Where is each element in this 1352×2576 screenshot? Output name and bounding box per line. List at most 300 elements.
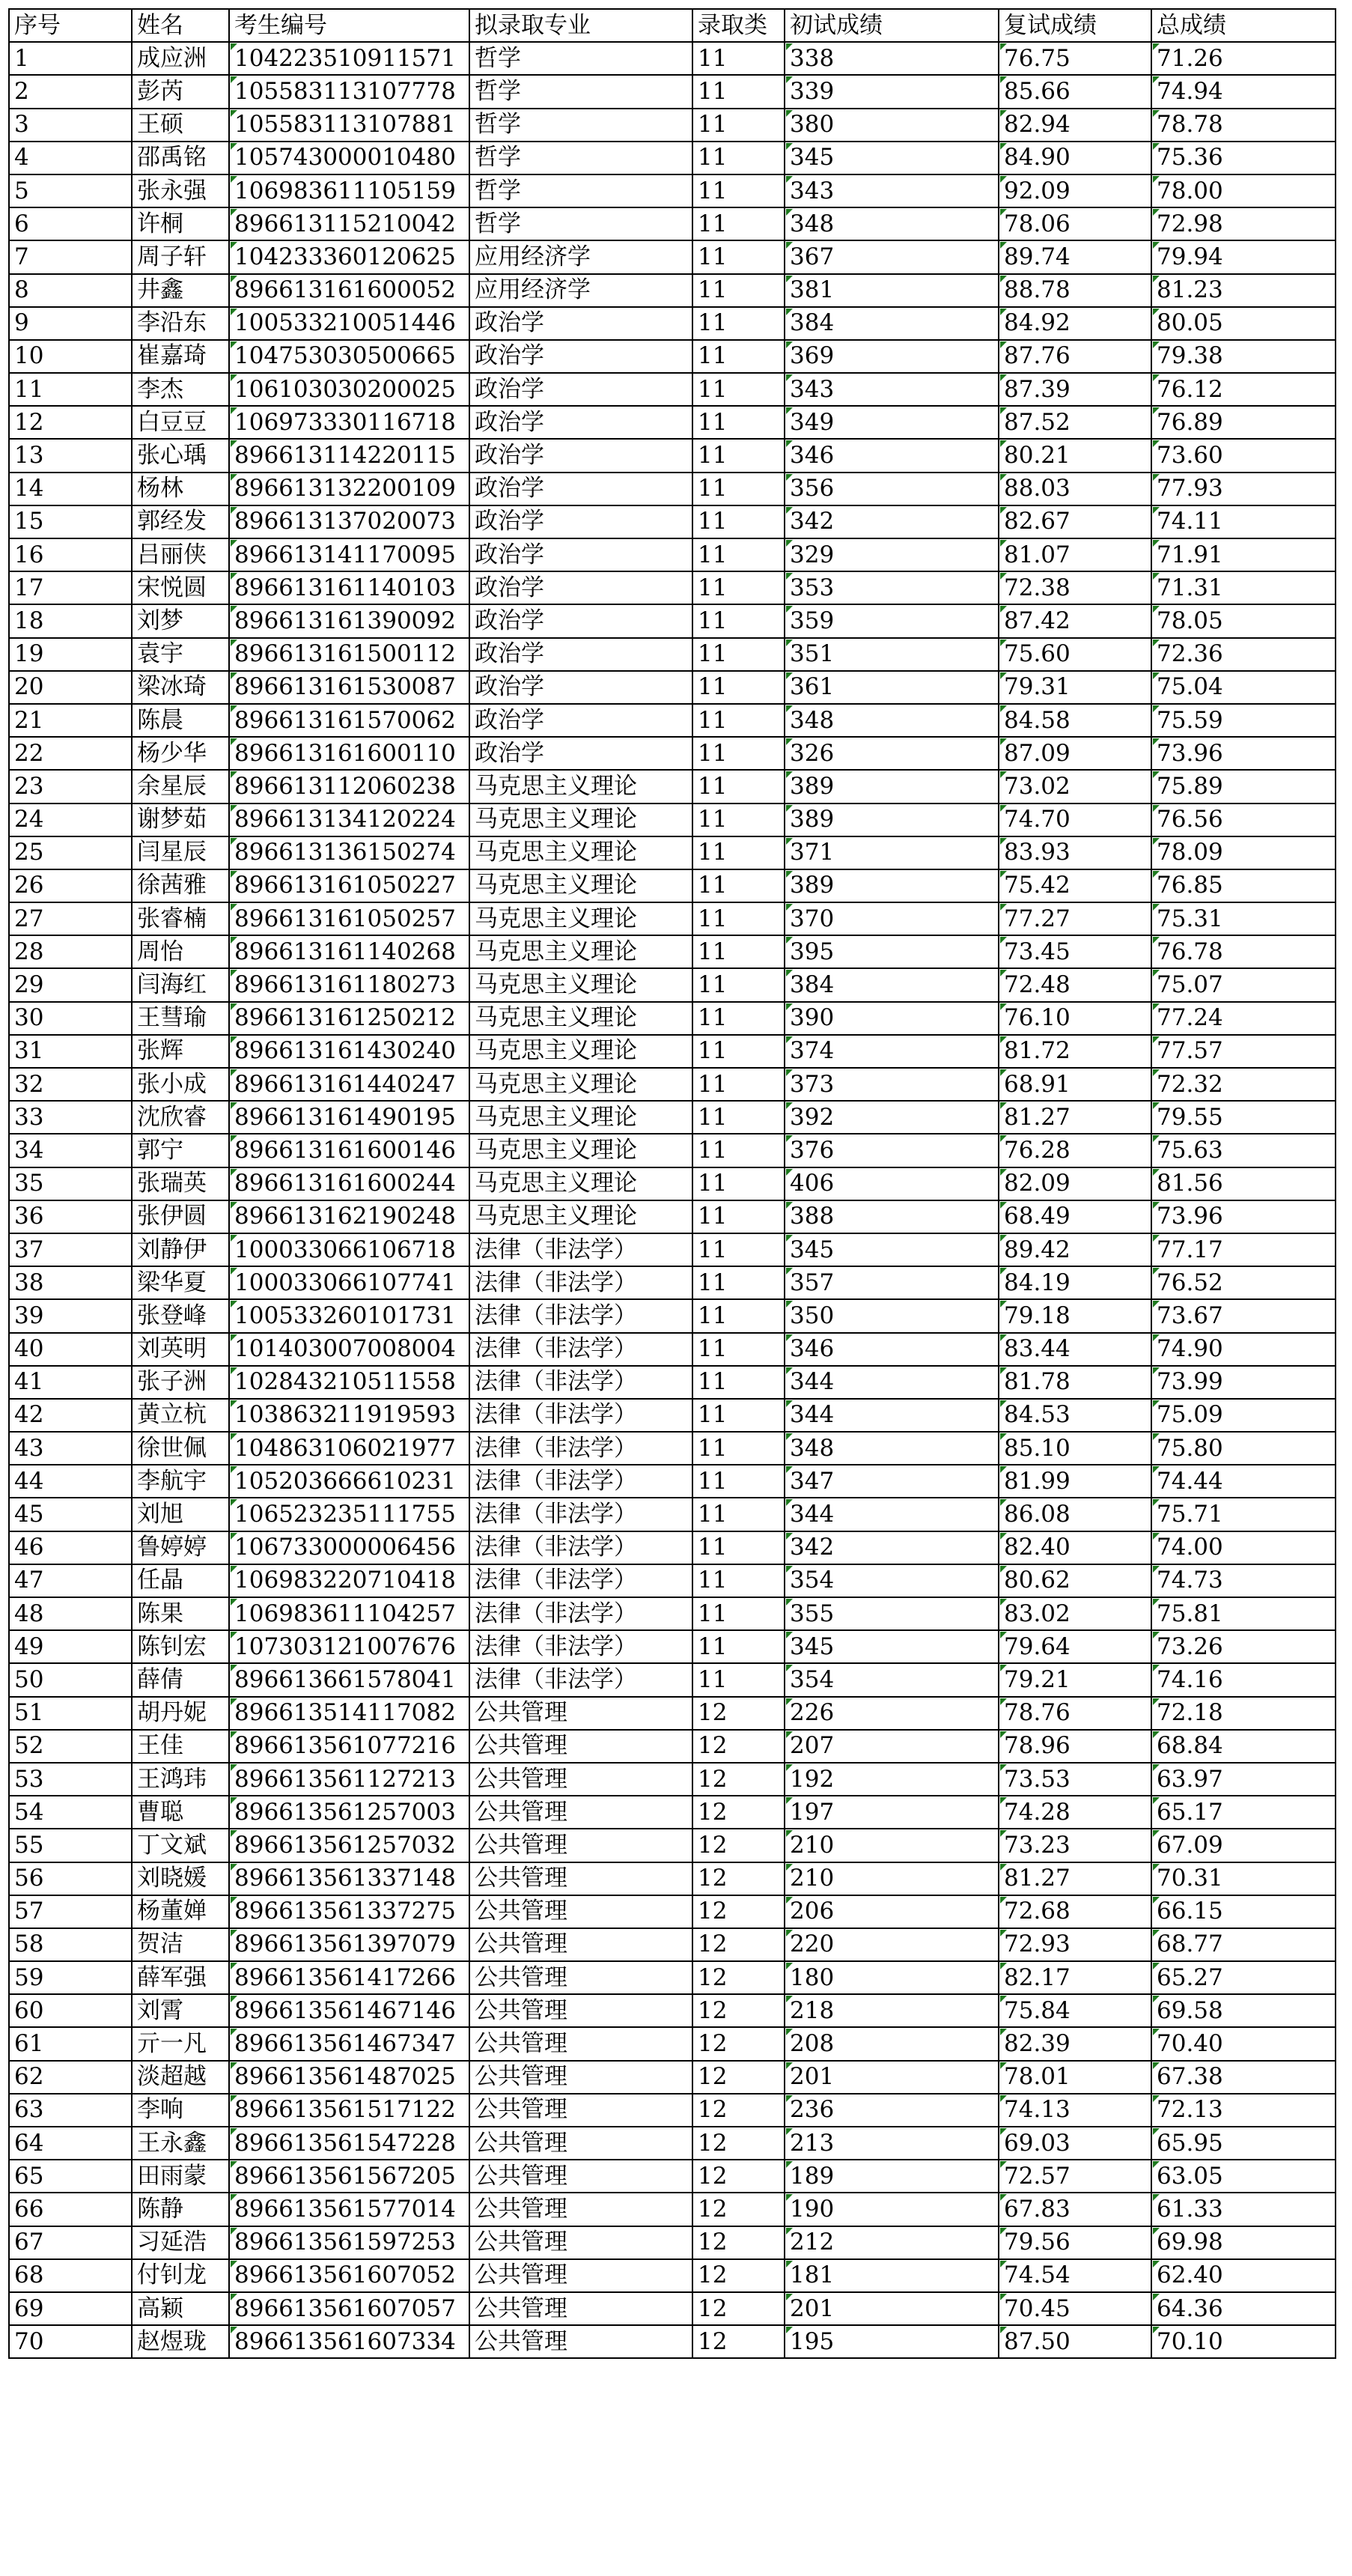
retest-score-cell: 92.09 (999, 174, 1151, 207)
total-score-cell: 73.60 (1151, 439, 1336, 472)
retest-score-cell: 68.49 (999, 1200, 1151, 1233)
index-cell: 11 (9, 373, 132, 406)
retest-score-cell: 82.39 (999, 2027, 1151, 2060)
candidate-id-cell: 896613561417266 (229, 1961, 469, 1994)
initial-score-cell: 388 (785, 1200, 999, 1233)
retest-score-cell: 78.06 (999, 207, 1151, 240)
major-cell: 法律（非法学） (469, 1366, 692, 1399)
major-cell: 马克思主义理论 (469, 968, 692, 1001)
admission-type-cell: 11 (692, 1266, 785, 1299)
name-cell: 闫星辰 (132, 836, 229, 869)
header-admission-type: 录取类 (692, 9, 785, 42)
index-cell: 23 (9, 770, 132, 803)
retest-score-cell: 89.74 (999, 240, 1151, 273)
index-cell: 16 (9, 538, 132, 571)
table-row (9, 638, 1336, 671)
retest-score-cell: 73.02 (999, 770, 1151, 803)
index-cell: 5 (9, 174, 132, 207)
name-cell: 梁冰琦 (132, 671, 229, 704)
header-row (9, 9, 1336, 42)
initial-score-cell: 355 (785, 1597, 999, 1630)
table-row (9, 2292, 1336, 2325)
major-cell: 公共管理 (469, 1994, 692, 2027)
table-row (9, 1829, 1336, 1862)
index-cell: 56 (9, 1862, 132, 1895)
initial-score-cell: 206 (785, 1895, 999, 1928)
index-cell: 2 (9, 75, 132, 108)
major-cell: 法律（非法学） (469, 1299, 692, 1332)
admission-type-cell: 11 (692, 704, 785, 737)
candidate-id-cell: 896613661578041 (229, 1663, 469, 1696)
index-cell: 36 (9, 1200, 132, 1233)
candidate-id-cell: 896613162190248 (229, 1200, 469, 1233)
major-cell: 马克思主义理论 (469, 804, 692, 836)
candidate-id-cell: 104753030500665 (229, 340, 469, 373)
index-cell: 31 (9, 1035, 132, 1068)
initial-score-cell: 392 (785, 1101, 999, 1134)
candidate-id-cell: 104863106021977 (229, 1432, 469, 1465)
total-score-cell: 77.57 (1151, 1035, 1336, 1068)
table-row (9, 704, 1336, 737)
admission-type-cell: 12 (692, 1928, 785, 1961)
table-row (9, 571, 1336, 604)
table-row (9, 2094, 1336, 2127)
initial-score-cell: 201 (785, 2061, 999, 2094)
name-cell: 吕丽侠 (132, 538, 229, 571)
candidate-id-cell: 896613161600244 (229, 1167, 469, 1200)
admission-type-cell: 11 (692, 571, 785, 604)
major-cell: 马克思主义理论 (469, 1068, 692, 1101)
initial-score-cell: 344 (785, 1498, 999, 1531)
retest-score-cell: 83.02 (999, 1597, 1151, 1630)
index-cell: 60 (9, 1994, 132, 2027)
index-cell: 15 (9, 505, 132, 538)
candidate-id-cell: 896613161530087 (229, 671, 469, 704)
total-score-cell: 74.11 (1151, 505, 1336, 538)
table-row (9, 2193, 1336, 2226)
initial-score-cell: 361 (785, 671, 999, 704)
table-row (9, 836, 1336, 869)
total-score-cell: 76.85 (1151, 869, 1336, 902)
retest-score-cell: 74.13 (999, 2094, 1151, 2127)
retest-score-cell: 73.23 (999, 1829, 1151, 1862)
admission-type-cell: 11 (692, 1597, 785, 1630)
admission-type-cell: 11 (692, 207, 785, 240)
table-row (9, 1035, 1336, 1068)
candidate-id-cell: 896613161050227 (229, 869, 469, 902)
name-cell: 许桐 (132, 207, 229, 240)
retest-score-cell: 81.27 (999, 1862, 1151, 1895)
name-cell: 张永强 (132, 174, 229, 207)
admission-type-cell: 11 (692, 1366, 785, 1399)
table-row (9, 2160, 1336, 2193)
index-cell: 55 (9, 1829, 132, 1862)
candidate-id-cell: 896613112060238 (229, 770, 469, 803)
table-row (9, 505, 1336, 538)
candidate-id-cell: 896613161440247 (229, 1068, 469, 1101)
admission-type-cell: 12 (692, 1994, 785, 2027)
major-cell: 法律（非法学） (469, 1233, 692, 1266)
retest-score-cell: 81.78 (999, 1366, 1151, 1399)
admission-type-cell: 12 (692, 1697, 785, 1730)
table-row (9, 473, 1336, 505)
major-cell: 公共管理 (469, 1697, 692, 1730)
index-cell: 29 (9, 968, 132, 1001)
table-row (9, 869, 1336, 902)
index-cell: 45 (9, 1498, 132, 1531)
total-score-cell: 78.09 (1151, 836, 1336, 869)
candidate-id-cell: 896613514117082 (229, 1697, 469, 1730)
retest-score-cell: 68.91 (999, 1068, 1151, 1101)
initial-score-cell: 345 (785, 1630, 999, 1663)
candidate-id-cell: 104233360120625 (229, 240, 469, 273)
retest-score-cell: 75.84 (999, 1994, 1151, 2027)
candidate-id-cell: 896613561597253 (229, 2226, 469, 2259)
candidate-id-cell: 106983611105159 (229, 174, 469, 207)
total-score-cell: 67.09 (1151, 1829, 1336, 1862)
candidate-id-cell: 105583113107881 (229, 109, 469, 142)
candidate-id-cell: 105743000010480 (229, 142, 469, 174)
retest-score-cell: 88.78 (999, 274, 1151, 307)
total-score-cell: 73.96 (1151, 737, 1336, 770)
index-cell: 18 (9, 604, 132, 637)
table-header (9, 9, 1336, 42)
initial-score-cell: 342 (785, 505, 999, 538)
index-cell: 39 (9, 1299, 132, 1332)
total-score-cell: 74.44 (1151, 1465, 1336, 1498)
retest-score-cell: 86.08 (999, 1498, 1151, 1531)
index-cell: 61 (9, 2027, 132, 2060)
name-cell: 习延浩 (132, 2226, 229, 2259)
initial-score-cell: 218 (785, 1994, 999, 2027)
admission-type-cell: 12 (692, 1961, 785, 1994)
candidate-id-cell: 896613561607334 (229, 2325, 469, 2358)
name-cell: 鲁婷婷 (132, 1531, 229, 1564)
total-score-cell: 77.93 (1151, 473, 1336, 505)
admission-type-cell: 12 (692, 1862, 785, 1895)
major-cell: 法律（非法学） (469, 1663, 692, 1696)
candidate-id-cell: 896613561337275 (229, 1895, 469, 1928)
retest-score-cell: 80.62 (999, 1564, 1151, 1597)
initial-score-cell: 343 (785, 174, 999, 207)
initial-score-cell: 195 (785, 2325, 999, 2358)
admission-type-cell: 11 (692, 836, 785, 869)
major-cell: 公共管理 (469, 2127, 692, 2160)
header-retest-score: 复试成绩 (999, 9, 1151, 42)
table-row (9, 1432, 1336, 1465)
candidate-id-cell: 896613161390092 (229, 604, 469, 637)
major-cell: 马克思主义理论 (469, 869, 692, 902)
major-cell: 政治学 (469, 505, 692, 538)
retest-score-cell: 81.72 (999, 1035, 1151, 1068)
candidate-id-cell: 896613141170095 (229, 538, 469, 571)
table-row (9, 1333, 1336, 1366)
initial-score-cell: 345 (785, 1233, 999, 1266)
table-row (9, 538, 1336, 571)
candidate-id-cell: 896613161600146 (229, 1134, 469, 1167)
name-cell: 亓一凡 (132, 2027, 229, 2060)
candidate-id-cell: 896613161570062 (229, 704, 469, 737)
admission-type-cell: 11 (692, 1068, 785, 1101)
name-cell: 张伊圆 (132, 1200, 229, 1233)
admission-type-cell: 11 (692, 1101, 785, 1134)
admission-type-cell: 11 (692, 473, 785, 505)
retest-score-cell: 76.10 (999, 1002, 1151, 1035)
admission-type-cell: 11 (692, 373, 785, 406)
total-score-cell: 63.97 (1151, 1763, 1336, 1796)
name-cell: 徐世佩 (132, 1432, 229, 1465)
retest-score-cell: 82.94 (999, 109, 1151, 142)
major-cell: 法律（非法学） (469, 1498, 692, 1531)
major-cell: 马克思主义理论 (469, 1101, 692, 1134)
total-score-cell: 76.52 (1151, 1266, 1336, 1299)
initial-score-cell: 192 (785, 1763, 999, 1796)
candidate-id-cell: 896613161490195 (229, 1101, 469, 1134)
table-row (9, 1961, 1336, 1994)
retest-score-cell: 83.44 (999, 1333, 1151, 1366)
retest-score-cell: 81.99 (999, 1465, 1151, 1498)
index-cell: 63 (9, 2094, 132, 2127)
index-cell: 54 (9, 1796, 132, 1829)
total-score-cell: 80.05 (1151, 307, 1336, 340)
initial-score-cell: 389 (785, 869, 999, 902)
index-cell: 14 (9, 473, 132, 505)
initial-score-cell: 406 (785, 1167, 999, 1200)
index-cell: 7 (9, 240, 132, 273)
index-cell: 43 (9, 1432, 132, 1465)
header-candidate-id: 考生编号 (229, 9, 469, 42)
major-cell: 哲学 (469, 207, 692, 240)
table-row (9, 2226, 1336, 2259)
total-score-cell: 76.12 (1151, 373, 1336, 406)
table-row (9, 902, 1336, 935)
retest-score-cell: 84.90 (999, 142, 1151, 174)
total-score-cell: 75.07 (1151, 968, 1336, 1001)
index-cell: 6 (9, 207, 132, 240)
initial-score-cell: 210 (785, 1829, 999, 1862)
table-row (9, 2127, 1336, 2160)
candidate-id-cell: 106983220710418 (229, 1564, 469, 1597)
initial-score-cell: 350 (785, 1299, 999, 1332)
major-cell: 政治学 (469, 473, 692, 505)
name-cell: 彭芮 (132, 75, 229, 108)
admission-type-cell: 11 (692, 902, 785, 935)
table-row (9, 1663, 1336, 1696)
name-cell: 刘静伊 (132, 1233, 229, 1266)
initial-score-cell: 207 (785, 1730, 999, 1763)
retest-score-cell: 72.57 (999, 2160, 1151, 2193)
major-cell: 法律（非法学） (469, 1432, 692, 1465)
table-row (9, 604, 1336, 637)
candidate-id-cell: 896613115210042 (229, 207, 469, 240)
initial-score-cell: 380 (785, 109, 999, 142)
name-cell: 淡超越 (132, 2061, 229, 2094)
major-cell: 马克思主义理论 (469, 935, 692, 968)
major-cell: 法律（非法学） (469, 1333, 692, 1366)
total-score-cell: 70.31 (1151, 1862, 1336, 1895)
candidate-id-cell: 896613561467146 (229, 1994, 469, 2027)
major-cell: 法律（非法学） (469, 1266, 692, 1299)
total-score-cell: 74.90 (1151, 1333, 1336, 1366)
major-cell: 政治学 (469, 638, 692, 671)
admission-type-cell: 11 (692, 804, 785, 836)
index-cell: 49 (9, 1630, 132, 1663)
admission-type-cell: 11 (692, 307, 785, 340)
retest-score-cell: 84.19 (999, 1266, 1151, 1299)
candidate-id-cell: 106103030200025 (229, 373, 469, 406)
candidate-id-cell: 896613561577014 (229, 2193, 469, 2226)
table-row (9, 1862, 1336, 1895)
initial-score-cell: 381 (785, 274, 999, 307)
index-cell: 69 (9, 2292, 132, 2325)
initial-score-cell: 220 (785, 1928, 999, 1961)
initial-score-cell: 210 (785, 1862, 999, 1895)
candidate-id-cell: 896613561607052 (229, 2259, 469, 2292)
table-row (9, 1299, 1336, 1332)
major-cell: 公共管理 (469, 1961, 692, 1994)
name-cell: 陈静 (132, 2193, 229, 2226)
total-score-cell: 75.71 (1151, 1498, 1336, 1531)
major-cell: 马克思主义理论 (469, 836, 692, 869)
candidate-id-cell: 100533210051446 (229, 307, 469, 340)
name-cell: 陈钊宏 (132, 1630, 229, 1663)
retest-score-cell: 83.93 (999, 836, 1151, 869)
name-cell: 周怡 (132, 935, 229, 968)
index-cell: 44 (9, 1465, 132, 1498)
admission-type-cell: 12 (692, 2259, 785, 2292)
retest-score-cell: 81.07 (999, 538, 1151, 571)
major-cell: 政治学 (469, 604, 692, 637)
major-cell: 政治学 (469, 704, 692, 737)
retest-score-cell: 85.10 (999, 1432, 1151, 1465)
header-initial-score: 初试成绩 (785, 9, 999, 42)
initial-score-cell: 189 (785, 2160, 999, 2193)
retest-score-cell: 74.70 (999, 804, 1151, 836)
admission-type-cell: 11 (692, 604, 785, 637)
admission-type-cell: 12 (692, 2061, 785, 2094)
index-cell: 68 (9, 2259, 132, 2292)
retest-score-cell: 73.53 (999, 1763, 1151, 1796)
admission-table (8, 8, 1336, 2359)
initial-score-cell: 213 (785, 2127, 999, 2160)
initial-score-cell: 326 (785, 737, 999, 770)
table-row (9, 1928, 1336, 1961)
admission-type-cell: 11 (692, 1399, 785, 1432)
index-cell: 53 (9, 1763, 132, 1796)
retest-score-cell: 84.92 (999, 307, 1151, 340)
initial-score-cell: 347 (785, 1465, 999, 1498)
total-score-cell: 75.59 (1151, 704, 1336, 737)
initial-score-cell: 384 (785, 307, 999, 340)
name-cell: 王鸿玮 (132, 1763, 229, 1796)
initial-score-cell: 349 (785, 406, 999, 439)
index-cell: 27 (9, 902, 132, 935)
table-row (9, 75, 1336, 108)
admission-type-cell: 11 (692, 42, 785, 75)
admission-type-cell: 11 (692, 770, 785, 803)
retest-score-cell: 89.42 (999, 1233, 1151, 1266)
admission-type-cell: 11 (692, 1299, 785, 1332)
total-score-cell: 73.67 (1151, 1299, 1336, 1332)
index-cell: 12 (9, 406, 132, 439)
table-row (9, 274, 1336, 307)
candidate-id-cell: 896613161140268 (229, 935, 469, 968)
total-score-cell: 65.17 (1151, 1796, 1336, 1829)
retest-score-cell: 69.03 (999, 2127, 1151, 2160)
major-cell: 马克思主义理论 (469, 1035, 692, 1068)
major-cell: 马克思主义理论 (469, 1134, 692, 1167)
retest-score-cell: 87.76 (999, 340, 1151, 373)
total-score-cell: 65.27 (1151, 1961, 1336, 1994)
initial-score-cell: 359 (785, 604, 999, 637)
initial-score-cell: 369 (785, 340, 999, 373)
candidate-id-cell: 896613561487025 (229, 2061, 469, 2094)
table-row (9, 1697, 1336, 1730)
initial-score-cell: 339 (785, 75, 999, 108)
retest-score-cell: 79.21 (999, 1663, 1151, 1696)
index-cell: 38 (9, 1266, 132, 1299)
initial-score-cell: 395 (785, 935, 999, 968)
name-cell: 刘旭 (132, 1498, 229, 1531)
candidate-id-cell: 100033066107741 (229, 1266, 469, 1299)
initial-score-cell: 390 (785, 1002, 999, 1035)
major-cell: 公共管理 (469, 2226, 692, 2259)
name-cell: 郭经发 (132, 505, 229, 538)
admission-type-cell: 12 (692, 2193, 785, 2226)
retest-score-cell: 77.27 (999, 902, 1151, 935)
admission-type-cell: 11 (692, 671, 785, 704)
name-cell: 高颖 (132, 2292, 229, 2325)
major-cell: 法律（非法学） (469, 1564, 692, 1597)
table-row (9, 207, 1336, 240)
name-cell: 曹聪 (132, 1796, 229, 1829)
major-cell: 法律（非法学） (469, 1630, 692, 1663)
initial-score-cell: 376 (785, 1134, 999, 1167)
initial-score-cell: 190 (785, 2193, 999, 2226)
total-score-cell: 79.38 (1151, 340, 1336, 373)
initial-score-cell: 342 (785, 1531, 999, 1564)
total-score-cell: 75.80 (1151, 1432, 1336, 1465)
candidate-id-cell: 896613561337148 (229, 1862, 469, 1895)
name-cell: 成应洲 (132, 42, 229, 75)
name-cell: 陈晨 (132, 704, 229, 737)
total-score-cell: 76.89 (1151, 406, 1336, 439)
index-cell: 19 (9, 638, 132, 671)
admission-type-cell: 11 (692, 340, 785, 373)
table-row (9, 804, 1336, 836)
total-score-cell: 75.31 (1151, 902, 1336, 935)
major-cell: 政治学 (469, 671, 692, 704)
candidate-id-cell: 102843210511558 (229, 1366, 469, 1399)
name-cell: 袁宇 (132, 638, 229, 671)
total-score-cell: 74.73 (1151, 1564, 1336, 1597)
retest-score-cell: 70.45 (999, 2292, 1151, 2325)
table-row (9, 240, 1336, 273)
index-cell: 4 (9, 142, 132, 174)
total-score-cell: 72.32 (1151, 1068, 1336, 1101)
admission-type-cell: 11 (692, 1531, 785, 1564)
major-cell: 哲学 (469, 109, 692, 142)
candidate-id-cell: 896613561257032 (229, 1829, 469, 1862)
index-cell: 30 (9, 1002, 132, 1035)
total-score-cell: 78.05 (1151, 604, 1336, 637)
initial-score-cell: 354 (785, 1564, 999, 1597)
index-cell: 37 (9, 1233, 132, 1266)
name-cell: 白豆豆 (132, 406, 229, 439)
major-cell: 公共管理 (469, 1895, 692, 1928)
total-score-cell: 73.26 (1151, 1630, 1336, 1663)
header-index: 序号 (9, 9, 132, 42)
